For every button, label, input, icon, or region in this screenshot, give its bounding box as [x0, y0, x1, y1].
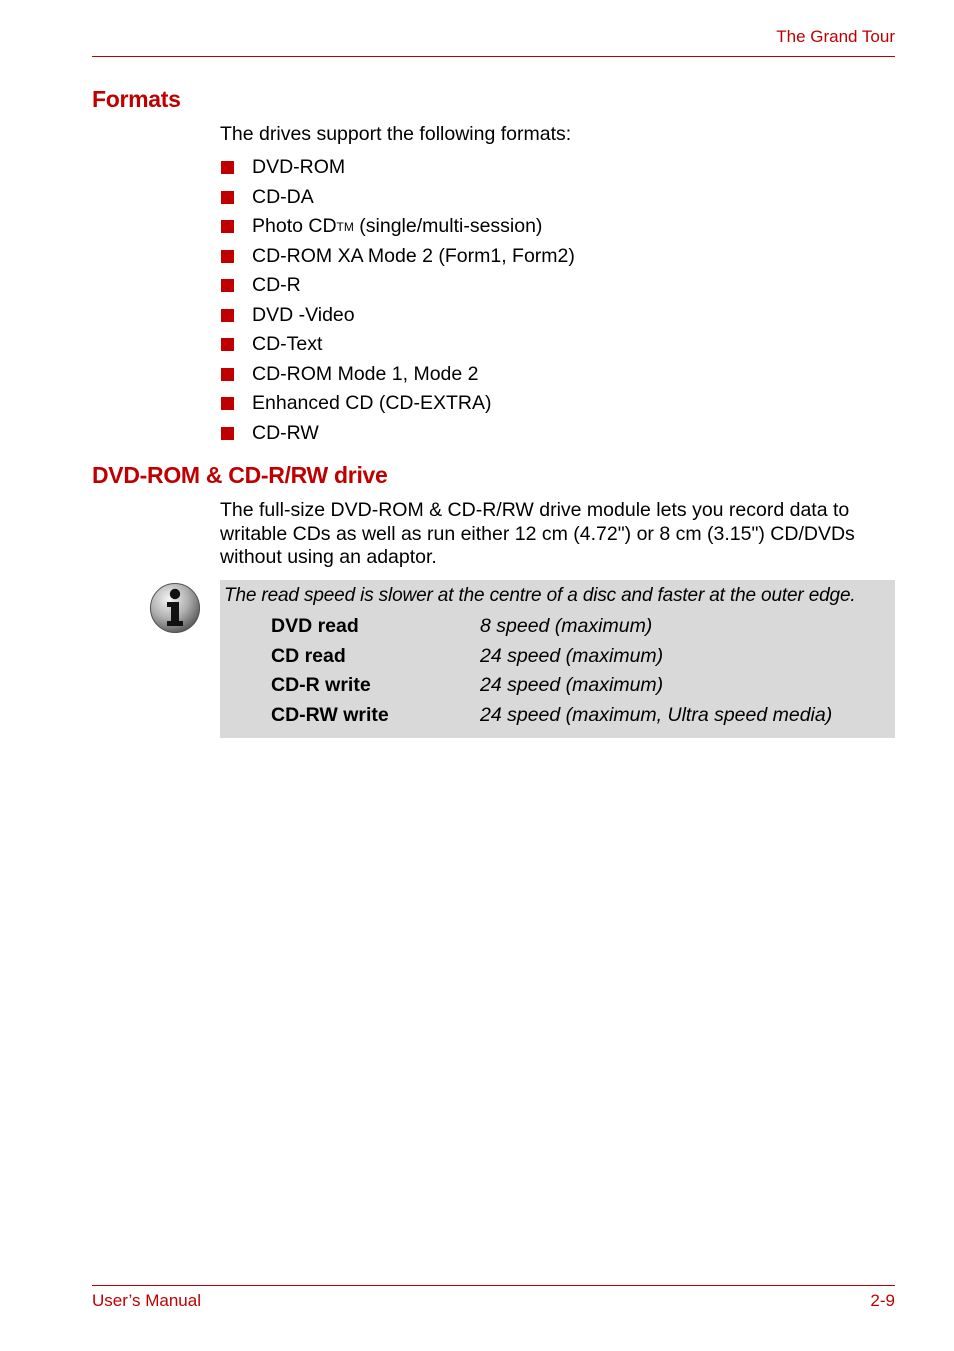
bullet-square-icon — [221, 338, 234, 351]
formats-intro: The drives support the following formats: — [220, 123, 572, 145]
list-item: DVD -Video — [221, 301, 575, 331]
bullet-square-icon — [221, 397, 234, 410]
bullet-square-icon — [221, 368, 234, 381]
list-item: Photo CD TM (single/multi-session) — [221, 212, 575, 242]
photo-cd-suffix: (single/multi-session) — [353, 215, 543, 238]
speed-label: CD-RW write — [271, 703, 389, 726]
speed-value: 24 speed (maximum) — [480, 674, 664, 697]
bullet-square-icon — [221, 427, 234, 440]
page-number: 2-9 — [870, 1291, 895, 1310]
list-item: CD-RW — [221, 419, 575, 449]
drive-heading: DVD-ROM & CD-R/RW drive — [92, 462, 388, 488]
bullet-square-icon — [221, 279, 234, 292]
speed-value: 8 speed (maximum) — [480, 615, 653, 638]
speed-value: 24 speed (maximum, Ultra speed media) — [480, 703, 833, 726]
formats-list — [221, 153, 575, 448]
list-item: CD-ROM Mode 1, Mode 2 — [221, 360, 575, 390]
info-icon — [149, 582, 201, 634]
footer-manual-title: User’s Manual — [92, 1291, 201, 1310]
speed-label: CD read — [271, 644, 346, 667]
footer-rule — [92, 1285, 895, 1286]
table-row — [271, 671, 832, 701]
bullet-square-icon — [221, 191, 234, 204]
note-text: The read speed is slower at the centre of a disc and faster at the outer edge. — [224, 585, 856, 606]
list-item: CD-Text — [221, 330, 575, 360]
list-item: CD-R — [221, 271, 575, 301]
bullet-square-icon — [221, 309, 234, 322]
drive-description: The full-size DVD-ROM & CD-R/RW drive module lets you record data to writable CDs as well as run either 12 cm (4.72") or 8 cm (3.15") CD/DVDs without using an adaptor. — [220, 499, 855, 568]
bullet-square-icon — [221, 161, 234, 174]
speed-label: DVD read — [271, 615, 359, 638]
table-row — [271, 701, 832, 731]
list-item: CD-DA — [221, 183, 575, 213]
bullet-square-icon — [221, 220, 234, 233]
table-row — [271, 612, 832, 642]
header-title: The Grand Tour — [776, 27, 895, 46]
speed-table — [271, 612, 832, 730]
speed-label: CD-R write — [271, 674, 371, 697]
table-row — [271, 642, 832, 672]
header-rule — [92, 56, 895, 57]
list-item: Enhanced CD (CD-EXTRA) — [221, 389, 575, 419]
list-item: CD-ROM XA Mode 2 (Form1, Form2) — [221, 242, 575, 272]
speed-value: 24 speed (maximum) — [480, 644, 664, 667]
note-box — [220, 580, 895, 738]
list-item: DVD-ROM — [221, 153, 575, 183]
formats-heading: Formats — [92, 86, 181, 112]
bullet-square-icon — [221, 250, 234, 263]
